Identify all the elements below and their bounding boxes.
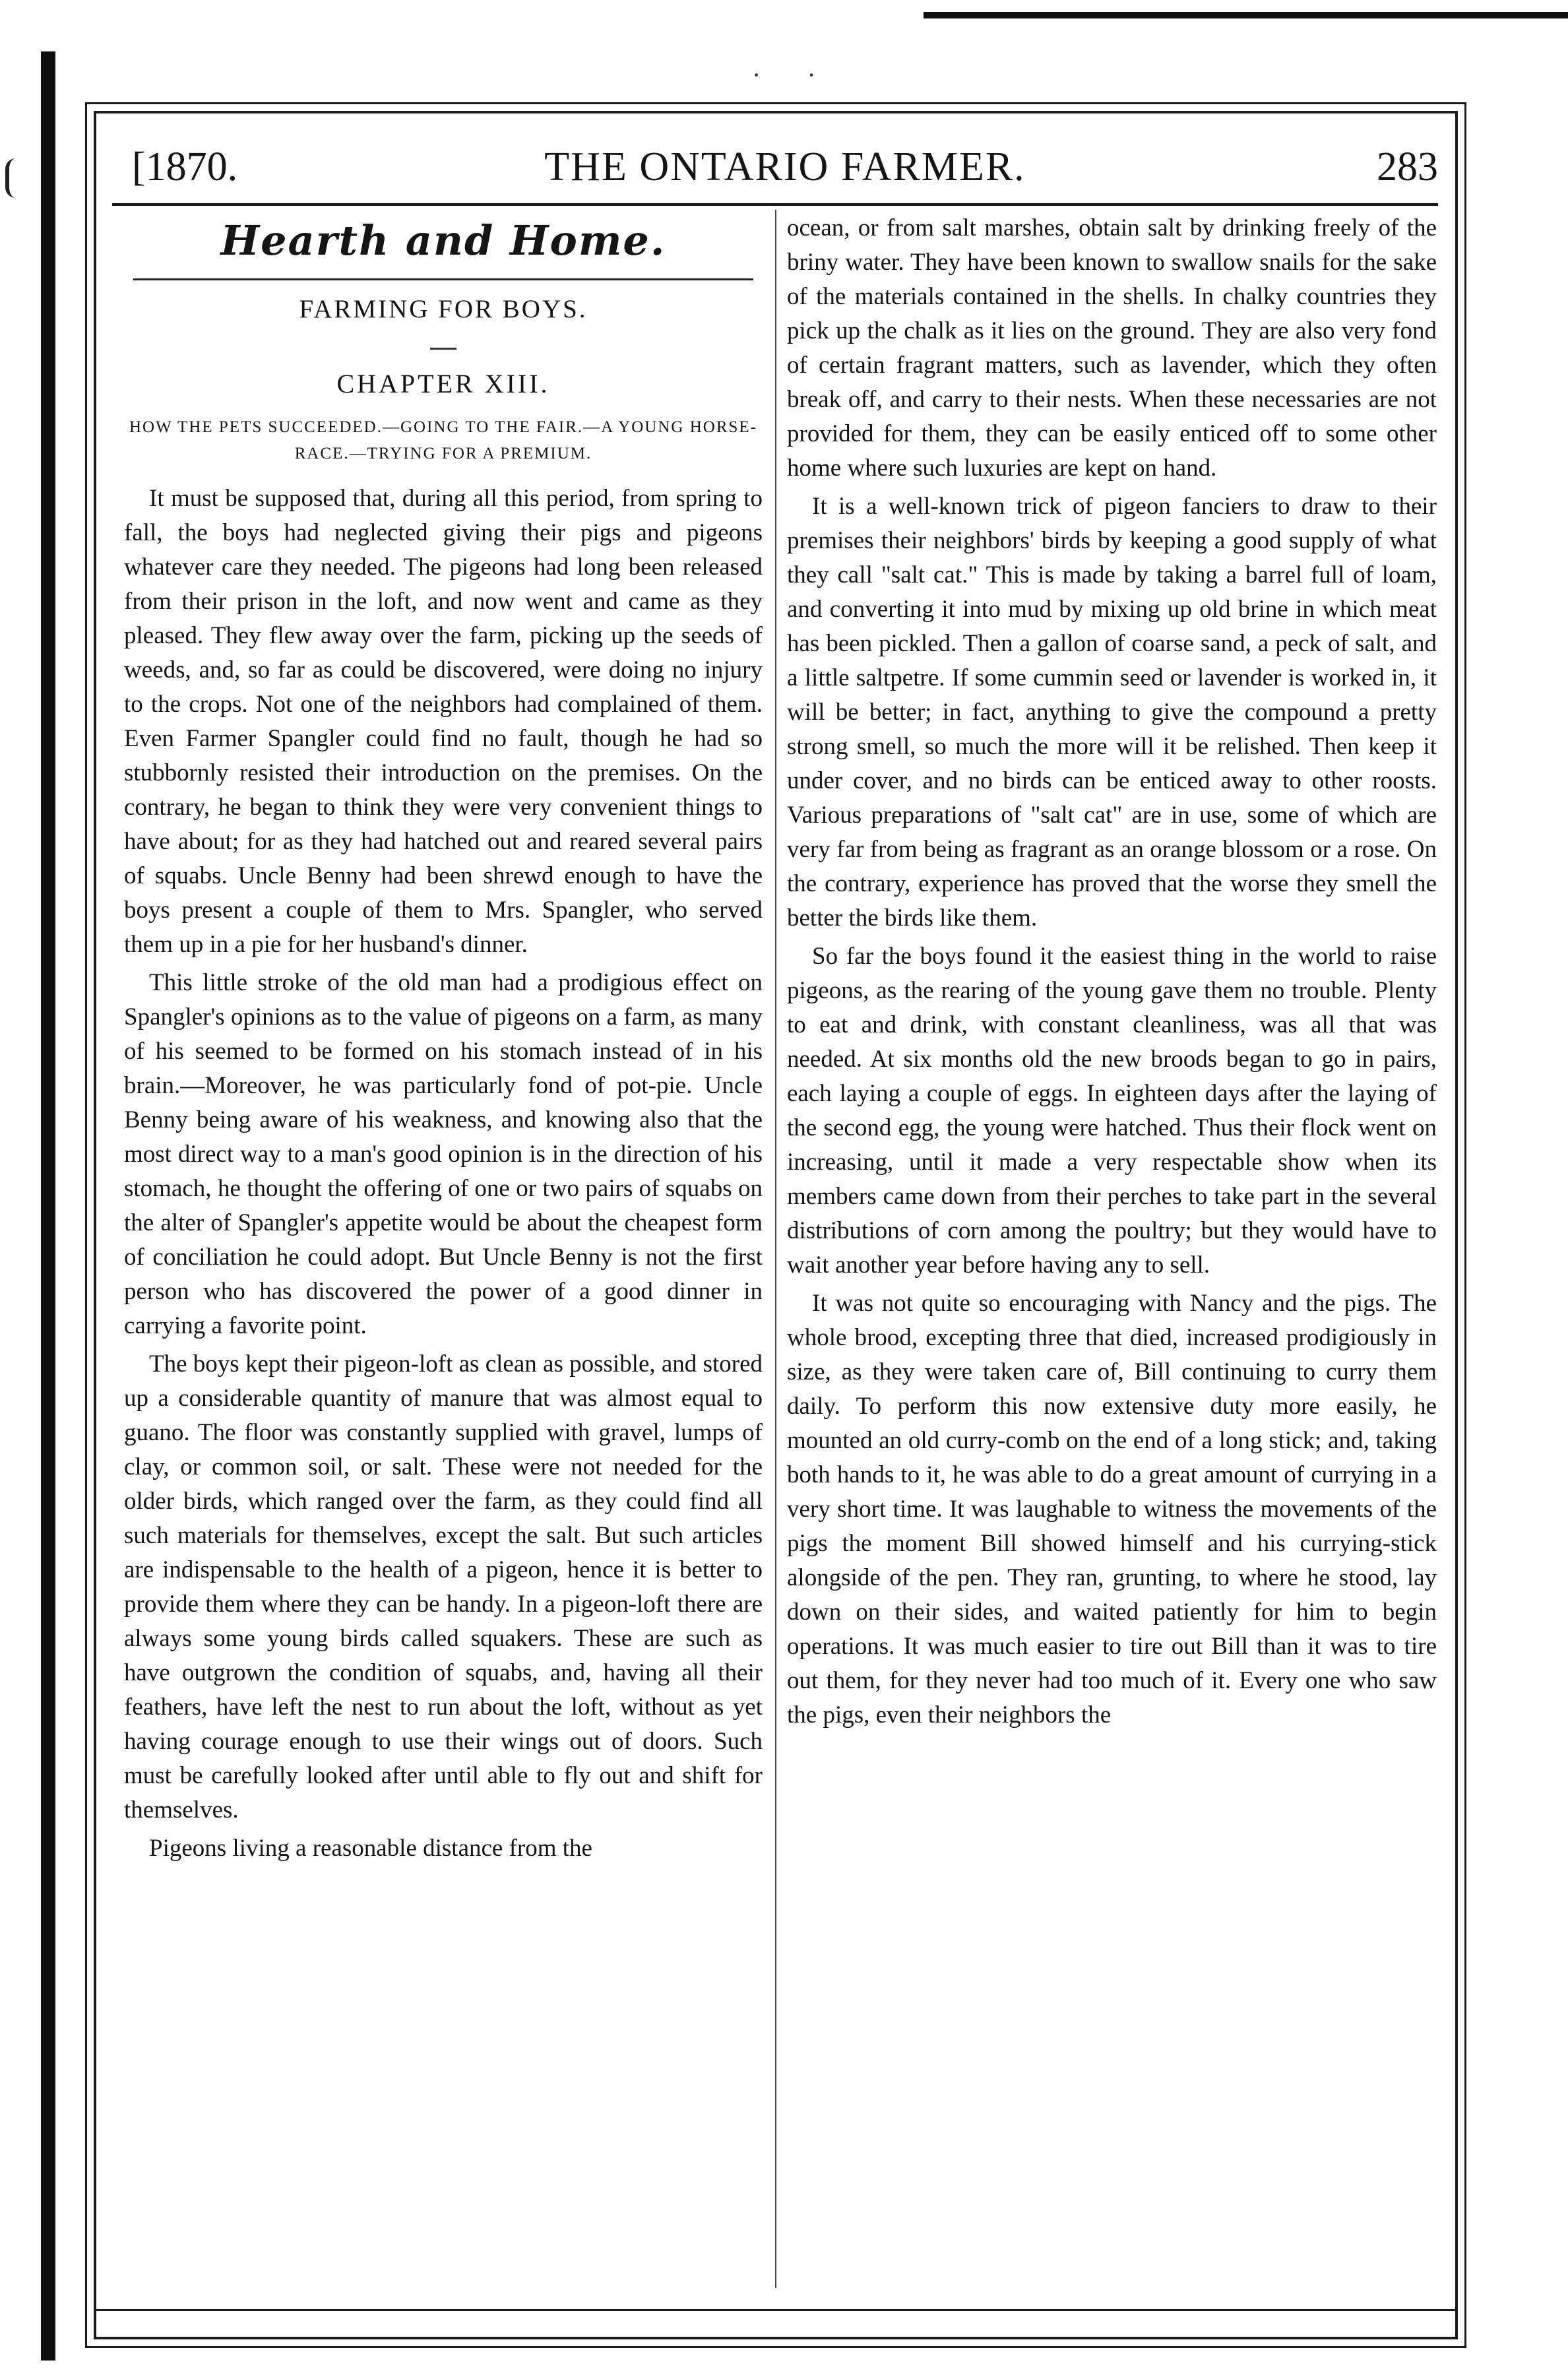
left-column	[124, 211, 763, 1870]
section-title: Hearth and Home.	[220, 216, 666, 265]
page-header	[132, 137, 1438, 197]
scan-specks: · ·	[752, 60, 836, 90]
short-divider	[430, 348, 456, 350]
chapter-summary: HOW THE PETS SUCCEEDED.—GOING TO THE FAIR.—A YOUNG HORSE-RACE.—TRYING FOR A PREMIUM.	[129, 418, 757, 462]
paragraph: Pigeons living a reasonable distance from the	[149, 1835, 592, 1862]
chapter-heading: CHAPTER XIII.	[336, 369, 550, 398]
paragraph: It is a well-known trick of pigeon fanciers to draw to their premises their neighbors' birds by keeping a good supply of what they call "salt cat." This is made by taking a barrel full of loam, and converting it into mud by mixing up old brine in which meat has been pickled. Then a gallon of coarse sand, a peck of salt, and a little saltpetre. If some cummin seed or lavender is worked in, it will be better; in fact, anything to give the compound a pretty strong smell, so much the more will it be relished. Then keep it under cover, and no birds can be enticed away to other roosts. Various preparations of "salt cat" are in use, some of which are very far from being as fragrant as an orange blossom or a rose. On the contrary, experience has proved that the worse they smell the better the birds like them.	[787, 493, 1437, 932]
section-title-rule	[133, 278, 753, 280]
publication-title: THE ONTARIO FARMER.	[544, 144, 1026, 189]
paragraph: So far the boys found it the easiest thing in the world to raise pigeons, as the rearing of the young gave them no trouble. Plenty to eat and drink, with constant cleanliness, was all that was needed. At six months old the new broods began to go in pairs, each laying a couple of eggs. In eighteen days after the laying of the second egg, the young were hatched. Thus their flock went on increasing, until it made a very respectable show when its members came down from their perches to take part in the several distributions of corn among the poultry; but they would have to wait another year before having any to sell.	[787, 943, 1437, 1279]
paragraph: It was not quite so encouraging with Nancy and the pigs. The whole brood, excepting three that died, increased prodigiously in size, as they were taken care of, Bill continuing to curry them daily. To perform this now extensive duty more easily, he mounted an old curry-comb on the end of a long stick; and, taking both hands to it, he was able to do a great amount of currying in a very short time. It was laughable to witness the movements of the pigs the moment Bill showed himself and his currying-stick alongside of the pen. They ran, grunting, to where he stood, lay down on their sides, and waited patiently for him to begin operations. It was much easier to tire out Bill than it was to tire out them, for they never had too much of it. Every one who saw the pigs, even their neighbors the	[787, 1290, 1437, 1728]
scan-border-top	[924, 12, 1568, 18]
right-column	[787, 211, 1437, 1736]
paragraph: The boys kept their pigeon-loft as clean as possible, and stored up a considerable quantity of manure that was almost equal to guano. The floor was constantly supplied with gravel, lumps of clay, or common soil, or salt. These were not needed for the older birds, which ranged over the farm, as they could find all such materials for themselves, except the salt. But such articles are indispensable to the health of a pigeon, hence it is better to provide them where they can be handy. In a pigeon-loft there are always some young birds called squakers. These are such as have outgrown the condition of squabs, and, having all their feathers, have left the nest to run about the loft, without as yet having courage enough to use their wings out of doors. Such must be carefully looked after until able to fly out and shift for themselves.	[124, 1350, 763, 1823]
paragraph: This little stroke of the old man had a prodigious effect on Spangler's opinions as to the value of pigeons on a farm, as many of his seemed to be formed on his stomach instead of in his brain.—Moreover, he was particularly fond of pot-pie. Uncle Benny being aware of his weakness, and knowing also that the most direct way to a man's good opinion is in the direction of his stomach, he thought the offering of one or two pairs of squabs on the alter of Spangler's appetite would be about the cheapest form of conciliation he could adopt. But Uncle Benny is not the first person who has discovered the power of a good dinner in carrying a favorite point.	[124, 969, 763, 1339]
series-title: FARMING FOR BOYS.	[299, 295, 588, 323]
paragraph: It must be supposed that, during all this period, from spring to fall, the boys had neglected giving their pigs and pigeons whatever care they needed. The pigeons had long been released from their prison in the loft, and now went and came as they pleased. They flew away over the farm, picking up the seeds of weeds, and, so far as could be discovered, were doing no injury to the crops. Not one of the neighbors had complained of them. Even Farmer Spangler could find no fault, though he had so stubbornly resisted their introduction on the premises. On the contrary, he began to think they were very convenient things to have about; for as they had hatched out and reared several pairs of squabs. Uncle Benny had been shrewd enough to have the boys present a couple of them to Mrs. Spangler, who served them up in a pie for her husband's dinner.	[124, 485, 763, 958]
paragraph-continued: ocean, or from salt marshes, obtain salt by drinking freely of the briny water. They have been known to swallow snails for the sake of the materials contained in the shells. In chalky countries they pick up the chalk as it lies on the ground. They are also very fond of certain fragrant matters, such as lavender, which they often break off, and carry to their nests. When these necessaries are not provided for them, they can be easily enticed off to some other home where such luxuries are kept on hand.	[787, 214, 1437, 482]
header-rule	[112, 203, 1438, 206]
scan-border-left	[41, 51, 55, 2361]
scan-edge-mark	[5, 158, 16, 198]
header-year: [1870.	[132, 144, 238, 189]
footer-rule	[94, 2309, 1457, 2311]
column-divider	[775, 210, 776, 2288]
page-number: 283	[1377, 144, 1438, 189]
